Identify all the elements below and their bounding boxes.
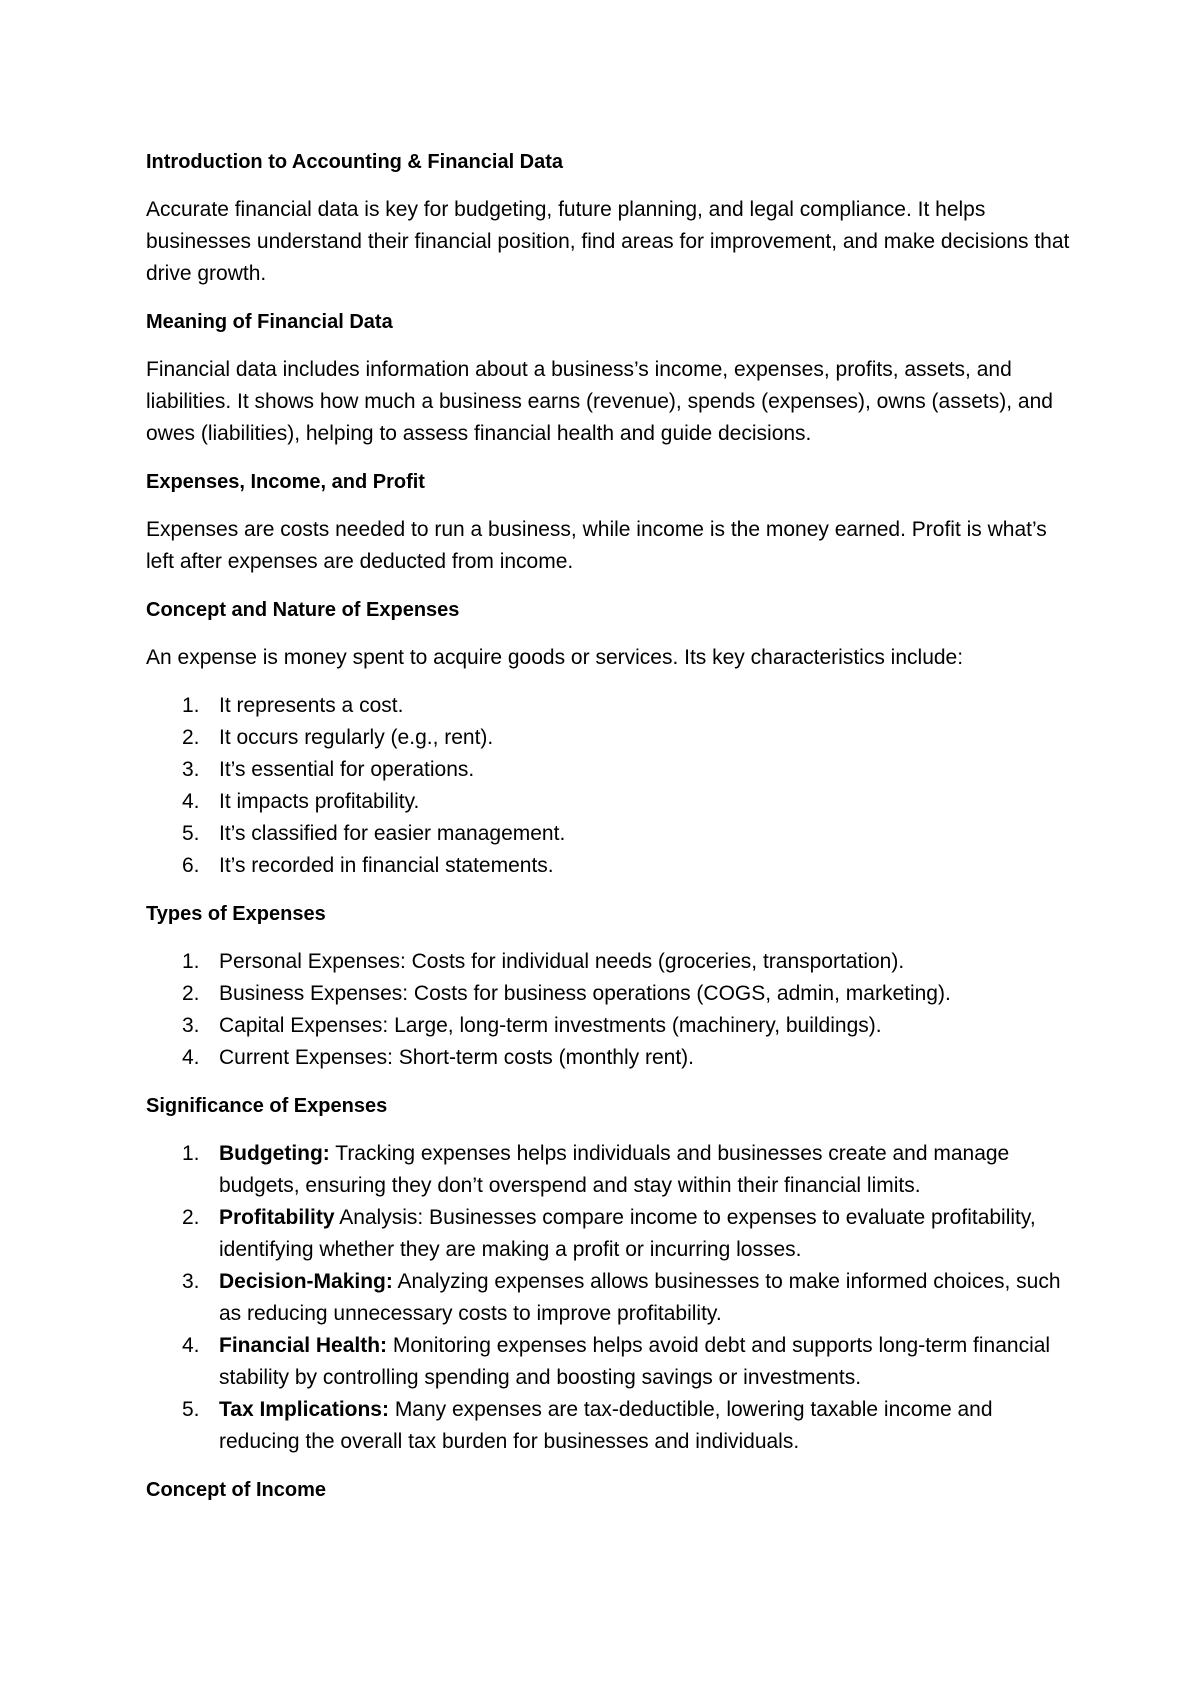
section-body-intro: Accurate financial data is key for budgeting, future planning, and legal compliance. It helps businesses understand their financial position, find areas for improvement, and make decisions that drive growth. [146, 198, 1070, 285]
document-page [146, 146, 1076, 1522]
expense-types-list [146, 946, 1076, 1074]
list-text: Monitoring expenses helps avoid debt and supports long-term financial stability by controlling spending and boosting savings or investments. [219, 1334, 1051, 1389]
section-heading-intro: Introduction to Accounting & Financial Data [146, 151, 564, 173]
list-item [146, 1266, 1076, 1330]
list-item [146, 1042, 1076, 1074]
section-heading-significance: Significance of Expenses [146, 1095, 388, 1117]
list-number: 6. [182, 854, 200, 877]
list-number: 5. [182, 1398, 200, 1421]
section-body-meaning: Financial data includes information about a business’s income, expenses, profits, assets, and liabilities. It shows how much a business earns (revenue), spends (expenses), owns (assets), and owes (liabilities), helping to assess financial health and guide decisions. [146, 358, 1053, 445]
list-term: Budgeting: [219, 1142, 330, 1165]
list-item [146, 1010, 1076, 1042]
list-text: Current Expenses: Short-term costs (monthly rent). [219, 1046, 694, 1069]
section-heading-types: Types of Expenses [146, 903, 326, 925]
section-body-concept-expenses: An expense is money spent to acquire goods or services. Its key characteristics include: [146, 646, 964, 669]
list-item [146, 786, 1076, 818]
list-text: Capital Expenses: Large, long-term investments (machinery, buildings). [219, 1014, 882, 1037]
section-heading-eip: Expenses, Income, and Profit [146, 471, 425, 493]
list-number: 2. [182, 726, 200, 749]
list-text: It’s essential for operations. [219, 758, 475, 781]
list-text: It represents a cost. [219, 694, 404, 717]
list-item [146, 754, 1076, 786]
list-item [146, 946, 1076, 978]
list-item [146, 1138, 1076, 1202]
list-number: 4. [182, 790, 200, 813]
list-term: Profitability [219, 1206, 335, 1229]
list-number: 2. [182, 1206, 200, 1229]
list-item [146, 690, 1076, 722]
list-text: It impacts profitability. [219, 790, 420, 813]
characteristics-list [146, 690, 1076, 882]
list-item [146, 722, 1076, 754]
list-number: 5. [182, 822, 200, 845]
section-heading-meaning: Meaning of Financial Data [146, 311, 393, 333]
list-number: 1. [182, 950, 200, 973]
list-number: 1. [182, 1142, 200, 1165]
list-text: Tracking expenses helps individuals and businesses create and manage budgets, ensuring they don’t overspend and stay within their financial limits. [219, 1142, 1010, 1197]
list-text: Business Expenses: Costs for business operations (COGS, admin, marketing). [219, 982, 951, 1005]
list-item [146, 978, 1076, 1010]
list-item [146, 1330, 1076, 1394]
list-text: It’s classified for easier management. [219, 822, 566, 845]
list-term: Financial Health: [219, 1334, 388, 1357]
list-number: 4. [182, 1334, 200, 1357]
list-item [146, 850, 1076, 882]
significance-list [146, 1138, 1076, 1458]
list-number: 2. [182, 982, 200, 1005]
list-text: It’s recorded in financial statements. [219, 854, 554, 877]
list-text: Many expenses are tax-deductible, lowering taxable income and reducing the overall tax burden for businesses and individuals. [219, 1398, 993, 1453]
list-text: Analysis: Businesses compare income to expenses to evaluate profitability, identifying whether they are making a profit or incurring losses. [219, 1206, 1036, 1261]
list-text: It occurs regularly (e.g., rent). [219, 726, 494, 749]
list-term: Decision-Making: [219, 1270, 393, 1293]
list-item [146, 1202, 1076, 1266]
list-number: 1. [182, 694, 200, 717]
list-number: 3. [182, 1270, 200, 1293]
section-heading-income: Concept of Income [146, 1479, 327, 1501]
list-text: Analyzing expenses allows businesses to make informed choices, such as reducing unnecessary costs to improve profitability. [219, 1270, 1061, 1325]
list-number: 3. [182, 758, 200, 781]
list-number: 4. [182, 1046, 200, 1069]
list-text: Personal Expenses: Costs for individual needs (groceries, transportation). [219, 950, 905, 973]
section-heading-concept-expenses: Concept and Nature of Expenses [146, 599, 460, 621]
list-item [146, 818, 1076, 850]
list-item [146, 1394, 1076, 1458]
list-number: 3. [182, 1014, 200, 1037]
section-body-eip: Expenses are costs needed to run a business, while income is the money earned. Profit is what’s left after expenses are deducted from income. [146, 518, 1047, 573]
list-term: Tax Implications: [219, 1398, 389, 1421]
